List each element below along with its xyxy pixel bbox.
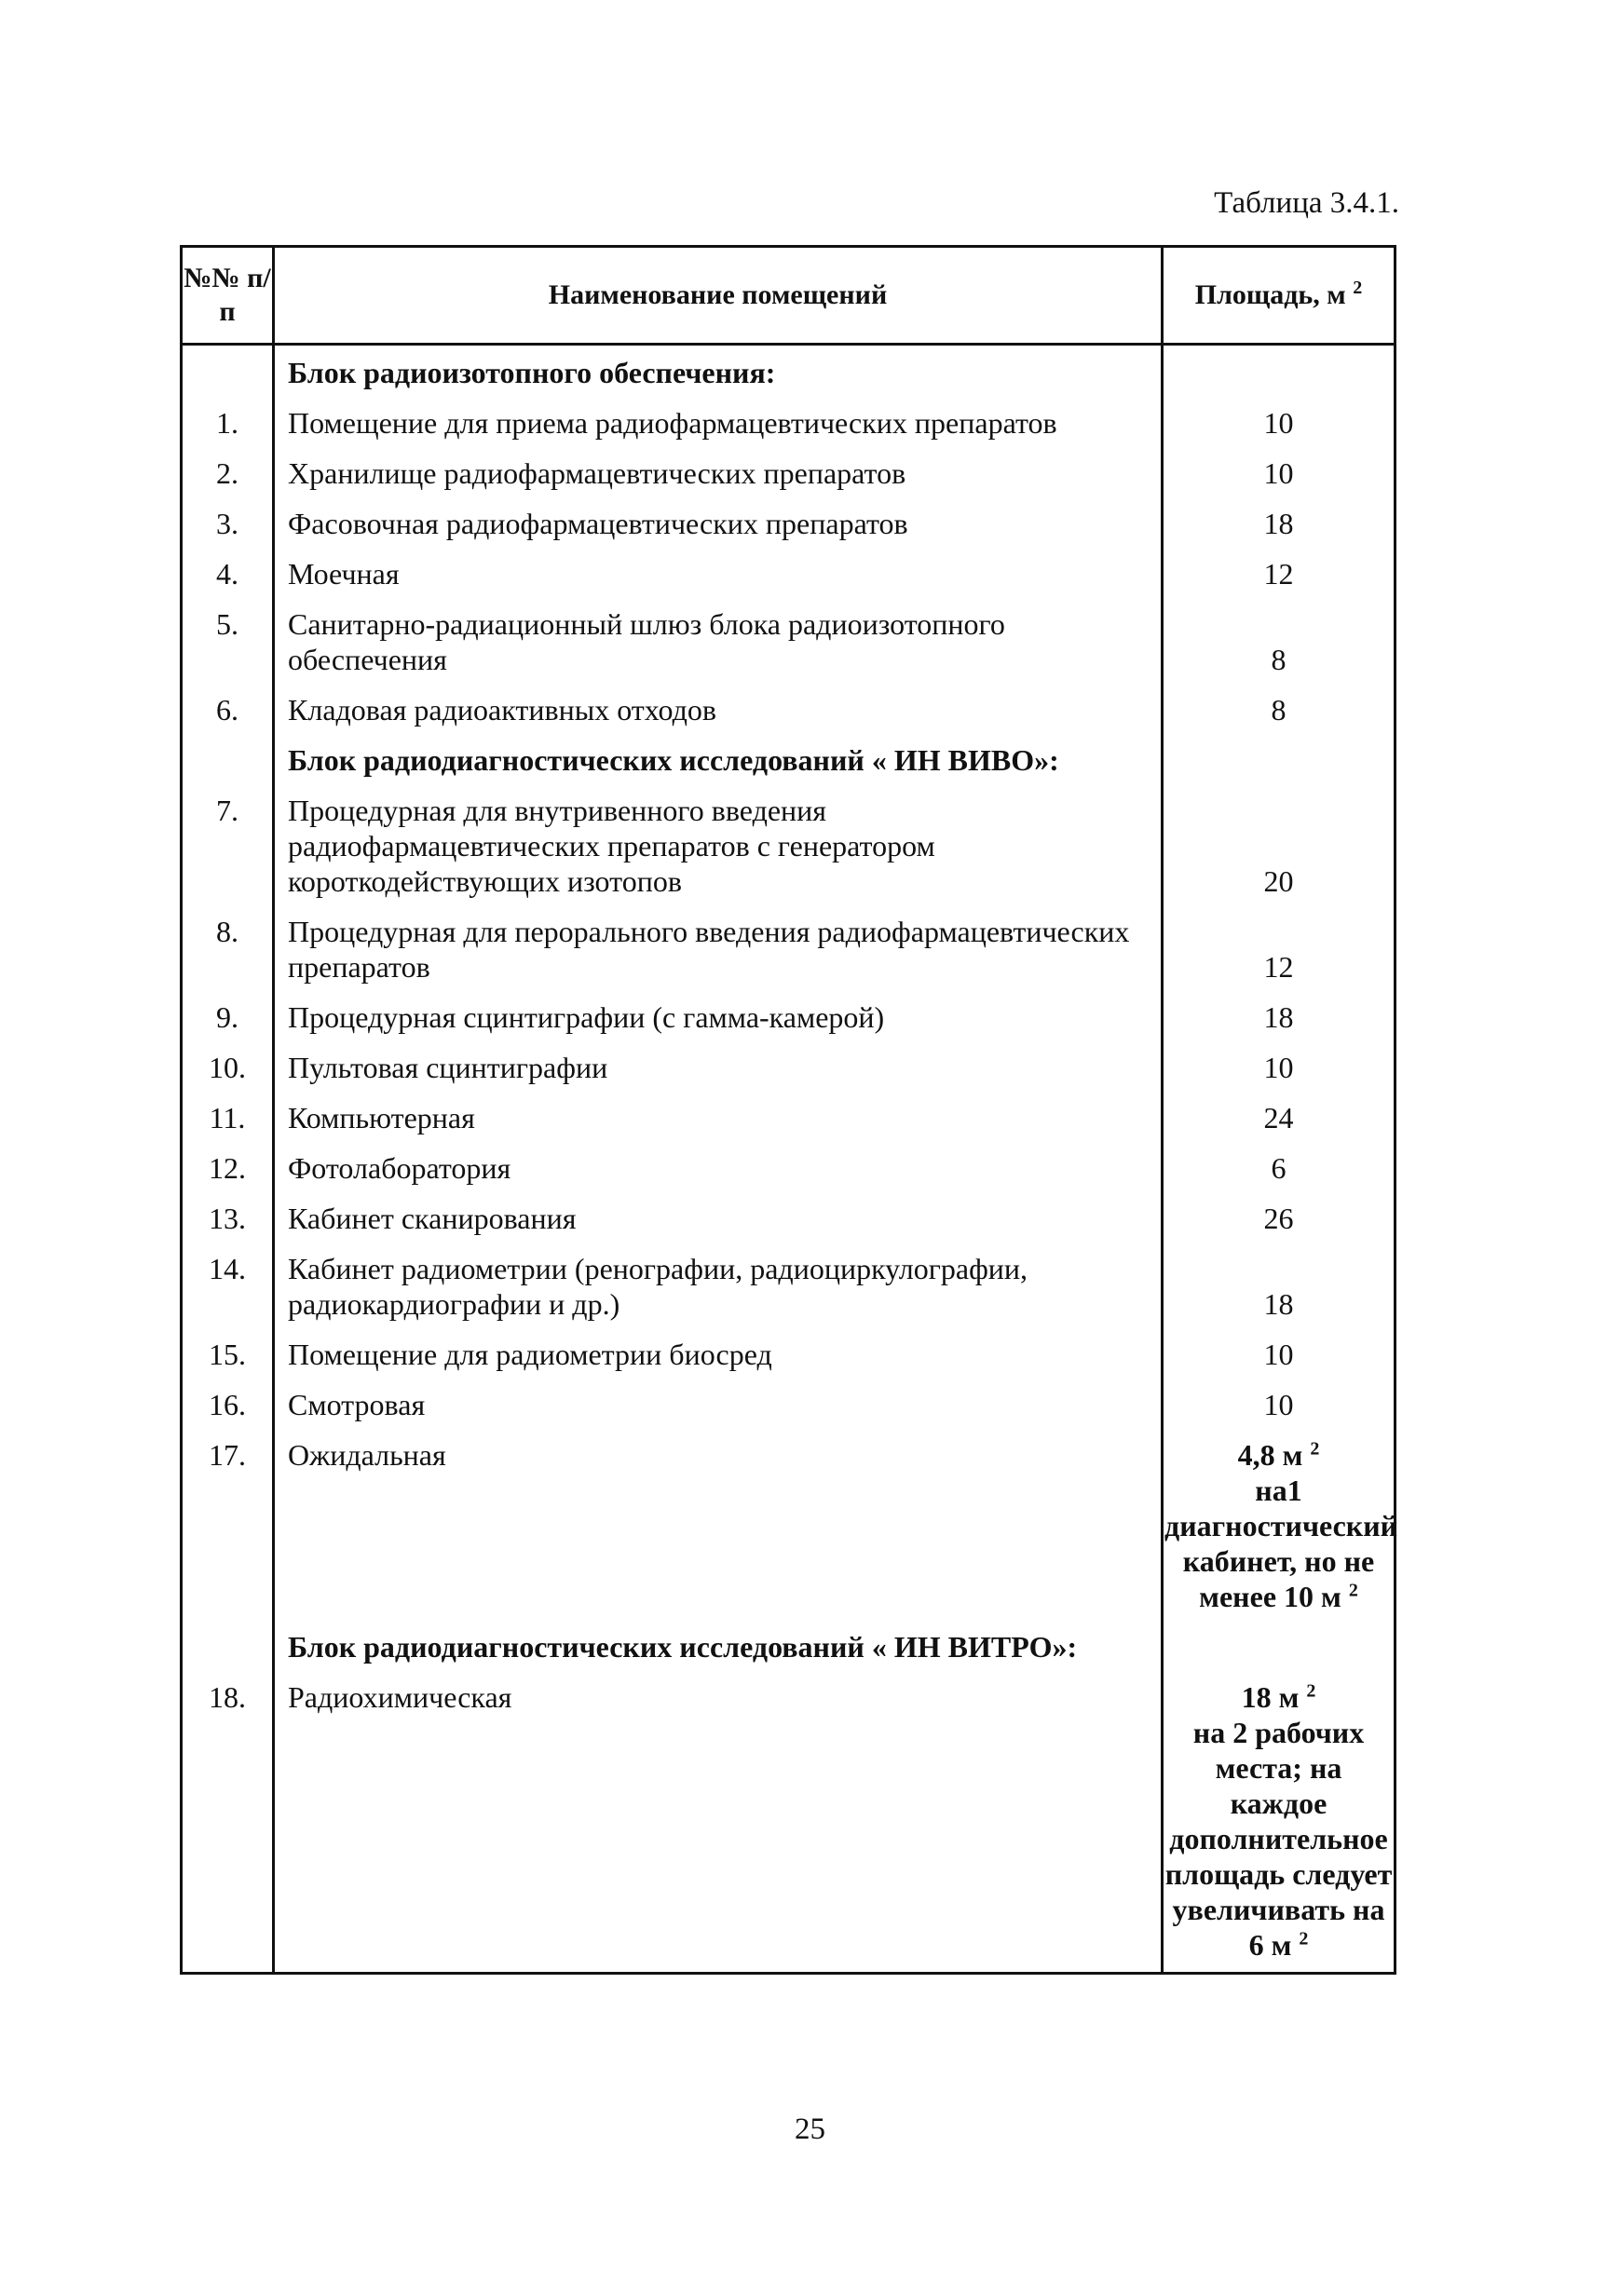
table-caption: Таблица 3.4.1.: [1214, 186, 1399, 220]
rooms-table: [180, 245, 1396, 1975]
header-area: Площадь, м $^2$: [1163, 247, 1395, 345]
section-title: Блок радиодиагностических исследований « ИН ВИТРО»:: [288, 1630, 1078, 1664]
table-row: 16. Смотровая 10: [182, 1378, 1395, 1428]
table-row: 10. Пультовая сцинтиграфии 10: [182, 1040, 1395, 1091]
table-row: 18. Радиохимическая 18 м $^2$ на 2 рабочих места; на каждое дополнительное площадь следует увеличивать на 6 м $^2$: [182, 1670, 1395, 1974]
table-row: 11. Компьютерная 24: [182, 1091, 1395, 1141]
header-num: №№ п/п: [182, 247, 274, 345]
table-row: 1. Помещение для приема радиофармацевтических препаратов 10: [182, 396, 1395, 446]
table-row: 5. Санитарно-радиационный шлюз блока радиоизотопного обеспечения 8: [182, 597, 1395, 683]
table-row: 12. Фотолаборатория 6: [182, 1141, 1395, 1191]
page-number: 25: [795, 2113, 825, 2146]
table-row: 15. Помещение для радиометрии биосред 10: [182, 1327, 1395, 1378]
header-name: Наименование помещений: [274, 247, 1163, 345]
section-row: [182, 345, 1395, 397]
area-note: 18 м $^2$ на 2 рабочих места; на каждое дополнительное площадь следует увеличивать на 6 м $^2$: [1163, 1670, 1395, 1974]
table-row: 2. Хранилище радиофармацевтических препаратов 10: [182, 446, 1395, 496]
area-note: 4,8 м $^2$ на1 диагностический кабинет, но не менее 10 м $^2$: [1163, 1428, 1395, 1620]
section-title: Блок радиоизотопного обеспечения:: [288, 356, 776, 389]
table-row: 13. Кабинет сканирования 26: [182, 1191, 1395, 1242]
table-header-row: [182, 247, 1395, 345]
table-row: 6. Кладовая радиоактивных отходов 8: [182, 683, 1395, 733]
table-row: 17. Ожидальная 4,8 м $^2$ на1 диагностический кабинет, но не менее 10 м $^2$: [182, 1428, 1395, 1620]
table-row: 14. Кабинет радиометрии (ренографии, радиоциркулографии, радиокардиографии и др.) 18: [182, 1242, 1395, 1327]
table-row: 8. Процедурная для перорального введения радиофармацевтических препаратов 12: [182, 904, 1395, 990]
table-row: 7. Процедурная для внутривенного введения радиофармацевтических препаратов с генератором короткодействующих изотопов 20: [182, 783, 1395, 904]
section-row: [182, 733, 1395, 783]
table-row: 4. Моечная 12: [182, 547, 1395, 597]
table-row: 3. Фасовочная радиофармацевтических препаратов 18: [182, 496, 1395, 547]
table-row: 9. Процедурная сцинтиграфии (с гамма-камерой) 18: [182, 990, 1395, 1040]
section-title: Блок радиодиагностических исследований « ИН ВИВО»:: [288, 743, 1059, 777]
section-row: [182, 1620, 1395, 1670]
